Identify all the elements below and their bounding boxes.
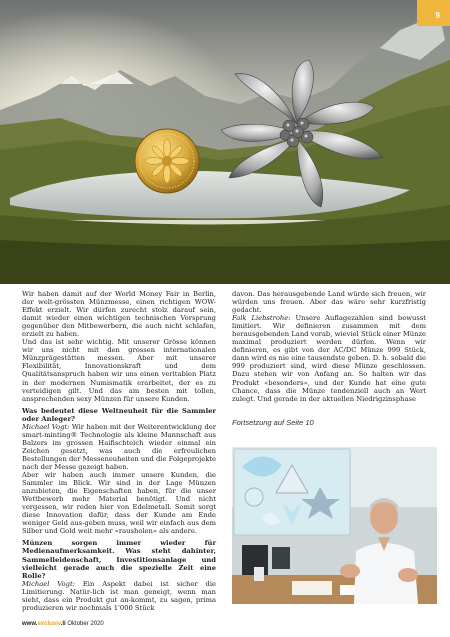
- footer-site-prefix: www.: [22, 621, 38, 627]
- paragraph: davon. Das herausgebende Land würde sich freuen, wir würden uns freuen. Aber das wäre sehr kurzfristig gedacht.: [232, 290, 426, 315]
- footer: [22, 621, 104, 627]
- interview-question: Was bedeutet diese Weltneuheit für die Sammler oder Anleger?: [22, 406, 216, 423]
- interview-answer: [232, 314, 426, 403]
- footer-site-accent: exclusiv: [37, 621, 61, 627]
- answer-text: Ein Aspekt dabei ist sicher die Limitierung. Natür-lich ist man geneigt, wenn man sieht, dass ein Produkt gut an-kommt, zu sagen, prima produzieren wir nochmals 1'000 Stück: [22, 579, 216, 612]
- answer-text: Unsere Auflagezahlen sind bewusst limitiert. Wir definieren zusammen mit dem herausgebenden Land vorab, wieviel Stück einer Münze maximal produziert werden dürfen. Wenn wir definieren, es gibt von der AC/DC Münze 999 Stück, dann wird es nie eine tausendste geben. D. h. sobald die 999 produziert sind, wird diese Münze geschlossen. Dazu stehen wir von Anfang an. So halten wir das Produkt «besonders», und der Kunde hat eine gute Chance, dass die Münze tendenziell auch an Wert zulegt. Und gerade in der aktuellen Niedrigzinsphase: [232, 314, 426, 403]
- speaker-name: Michael Vogt:: [22, 579, 75, 588]
- interview-photo: [232, 447, 437, 604]
- interview-answer: [22, 423, 216, 471]
- article-right-column: [232, 290, 426, 427]
- paragraph: Aber wir haben auch immer unsere Kunden, die Sammler im Blick. Wir sind in der Lage Münzen anzubieten, die Eigenschaften haben, für die unser Wettbewerb mehr Material benötigt. Und nicht vergessen, wir reden hier von Edelmetall. Somit sorgt diese Innovation dafür, dass der Kunde am Ende weniger Geld aus-geben muss, weil wir einfach aus dem Silber und Gold weit mehr «rausholen» als andere.: [22, 471, 216, 536]
- page-number-tab: [417, 0, 450, 26]
- paragraph: Und das ist sehr wichtig. Mit unserer Grösse können wir uns nicht mit den grossen internationalen Münzprägestätten messen. Aber mit unserer Flexibilität, Innovationskraft und dem Qualitätsanspruch haben wir uns einen veritablen Platz in der modernen Numismatik erarbeitet, der es zu verteidigen gilt. Und das am besten mit tollen, ansprechenden sexy Münzen für unsere Kunden.: [22, 338, 216, 403]
- gold-coin: [135, 129, 199, 193]
- speaker-name: Falk Liebstrohe:: [232, 314, 291, 323]
- paragraph: Wir haben damit auf der World Money Fair in Berlin, der welt-grössten Münzmesse, einen richtigen WOW-Effekt erzielt. Wir dürfen zurecht stolz darauf sein, damit wieder einen wichtigen technischen Vorsprung gegenüber den Mitbewerbern, die auch nicht schlafen, erzielt zu haben.: [22, 290, 216, 339]
- footer-site-suffix: .li: [60, 621, 66, 627]
- article-left-column: [22, 290, 216, 612]
- hero-image: [0, 0, 450, 284]
- interview-answer: [22, 580, 216, 612]
- interview-question: Münzen sorgen immer wieder für Medienaufmerksamkeit. Was steht dahinter, Sammelleidenschaft, Investitionsanlage und vielleicht gerade auch die spezielle Zeit eine Rolle?: [22, 539, 216, 580]
- footer-date: Oktober 2020: [67, 621, 104, 627]
- page-number: 9: [435, 11, 440, 20]
- answer-text: Wir haben mit der Weiterentwicklung der smart-minting® Technologie als kleine Mannschaft aus Balzers im grossen Haifischteich wieder einmal ein Zeichen gesetzt, was auch die erfreulichen Bestellungen der Messeneuheiten und die Folgeprojekte nach der Messe gezeigt haben.: [22, 422, 216, 471]
- speaker-name: Michael Vogt:: [22, 422, 70, 431]
- continuation-note: Fortsetzung auf Seite 10: [232, 417, 314, 427]
